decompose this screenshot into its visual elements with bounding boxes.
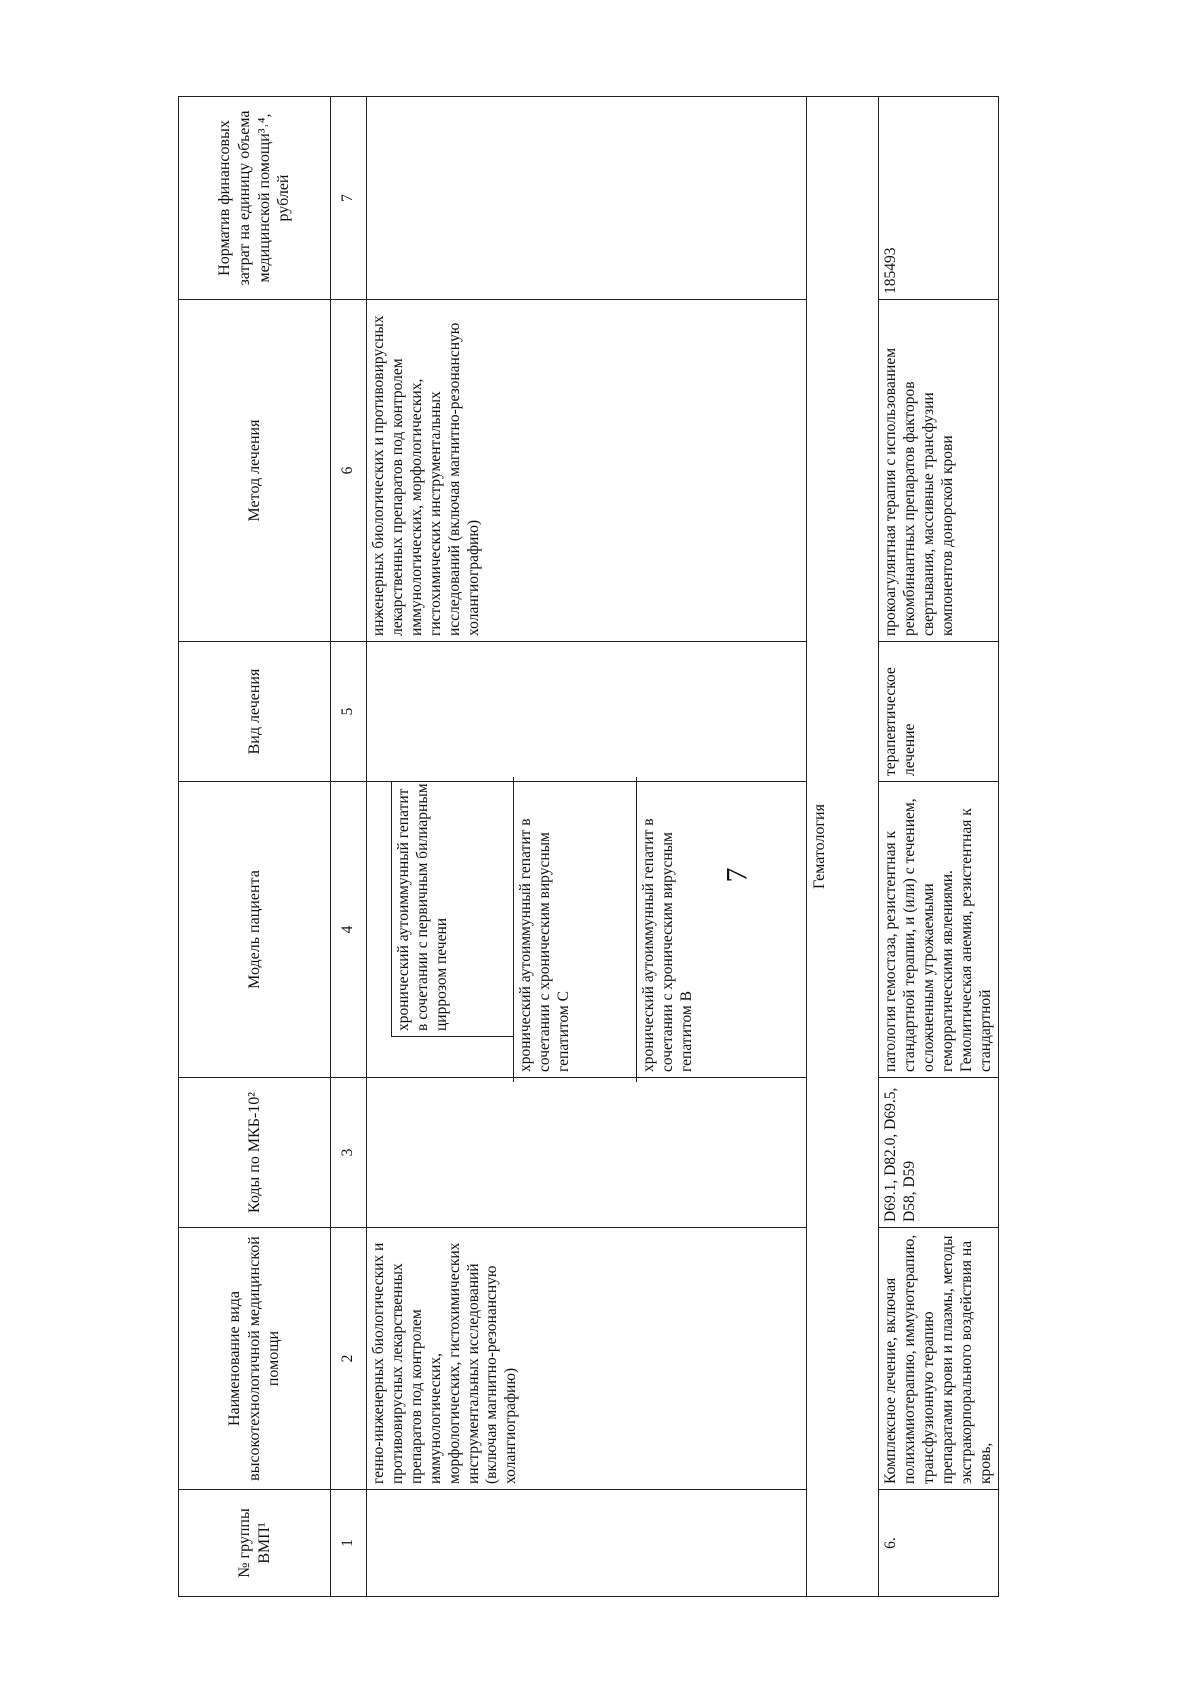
header-col6: Метод лечения bbox=[179, 300, 331, 642]
header-col1: № группы ВМП¹ bbox=[179, 1490, 331, 1597]
model-item: хронический аутоиммунный гепатит в сочетании с хроническим вирусным гепатитом В bbox=[640, 818, 695, 1072]
column-number: 7 bbox=[331, 97, 367, 300]
continuation-norm-cell bbox=[367, 97, 807, 300]
header-col3: Коды по МКБ-10² bbox=[179, 1078, 331, 1228]
section-row bbox=[807, 97, 879, 1597]
header-col5: Вид лечения bbox=[179, 642, 331, 782]
cost-norm: 185493 bbox=[879, 97, 999, 300]
model-item: хронический аутоиммунный гепатит в сочетании с хроническим вирусным гепатитом С bbox=[517, 818, 572, 1072]
section-title: Гематология bbox=[807, 97, 879, 1597]
continuation-row bbox=[367, 97, 807, 1597]
vmp-table bbox=[178, 96, 999, 1597]
rotated-table-container bbox=[178, 97, 994, 1597]
column-number: 3 bbox=[331, 1078, 367, 1228]
header-col2: Наименование вида высокотехнологичной медицинской помощи bbox=[179, 1228, 331, 1490]
group-number: 6. bbox=[879, 1490, 999, 1597]
continuation-type-cell bbox=[367, 642, 807, 782]
column-number: 6 bbox=[331, 300, 367, 642]
column-number-row bbox=[331, 97, 367, 1597]
patient-model: патология гемостаза, резистентная к стандартной терапии, и (или) с течением, осложненным угрожаемыми геморрагическими явлениями. Гемолитическая анемия, резистентная к стандартной bbox=[879, 782, 999, 1078]
treatment-method: прокоагулянтная терапия с использованием рекомбинантных препаратов факторов свертывания, массивные трансфузии компонентов донорской крови bbox=[879, 300, 999, 642]
header-row bbox=[179, 97, 331, 1597]
group-row-6 bbox=[879, 97, 999, 1597]
treatment-type: терапевтическое лечение bbox=[879, 642, 999, 782]
icd-codes: D69.1, D82.0, D69.5, D58, D59 bbox=[879, 1078, 999, 1228]
column-number: 1 bbox=[331, 1490, 367, 1597]
model-item: хронический аутоиммунный гепатит в сочетании с первичным билиарным циррозом печени bbox=[391, 782, 513, 1037]
continuation-name-cell: генно-инженерных биологических и противовирусных лекарственных препаратов под контролем иммунологических, морфологических, гистохимических инструментальных исследований (включая магнитно-резонансную холангиографию) bbox=[367, 1228, 807, 1490]
header-col4: Модель пациента bbox=[179, 782, 331, 1078]
group-name: Комплексное лечение, включая полихимиотерапию, иммунотерапию, трансфузионную терапию препаратами крови и плазмы, методы экстракорпорального воздействия на кровь, bbox=[879, 1228, 999, 1490]
page-number: 7 bbox=[720, 867, 754, 883]
continuation-col1 bbox=[367, 1490, 807, 1597]
column-number: 2 bbox=[331, 1228, 367, 1490]
header-col7: Норматив финансовых затрат на единицу объема медицинской помощи³˒⁴, рублей bbox=[179, 97, 331, 300]
continuation-codes-cell bbox=[367, 1078, 807, 1228]
continuation-method-cell: инженерных биологических и противовирусных лекарственных препаратов под контролем иммунологических, морфологических, гистохимических инструментальных исследований (включая магнитно-резонансную холангиографию) bbox=[367, 300, 807, 642]
continuation-model-cell bbox=[367, 782, 807, 1078]
column-number: 4 bbox=[331, 782, 367, 1078]
column-number: 5 bbox=[331, 642, 367, 782]
